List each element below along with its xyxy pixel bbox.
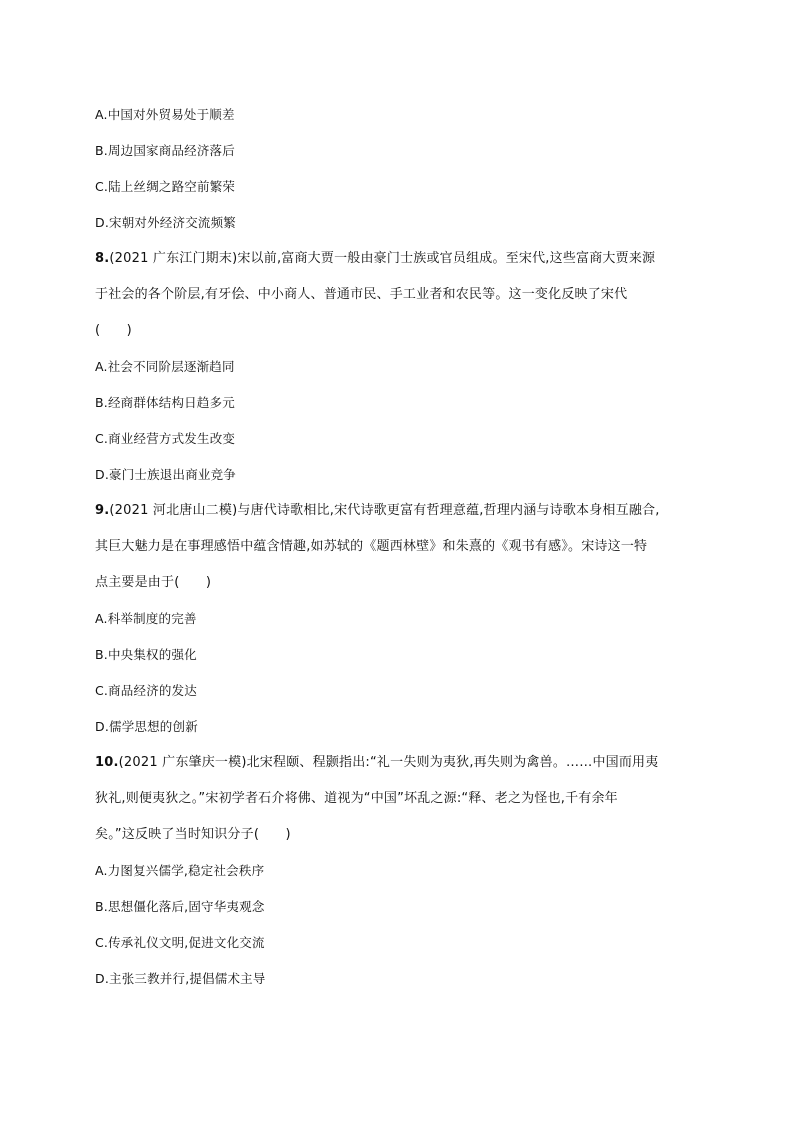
- q9-stem-line-2: 其巨大魅力是在事理感悟中蕴含情趣,如苏轼的《题西林壁》和朱熹的《观书有感》。宋诗这一特: [95, 539, 648, 554]
- q8-option-b: B.经商群体结构日趋多元: [95, 395, 235, 410]
- q7-option-c: C.陆上丝绸之路空前繁荣: [95, 179, 236, 194]
- q8-stem-text-1: (2021 广东江门期末)宋以前,富商大贾一般由豪门士族或官员组成。至宋代,这些富商大贾来源: [109, 251, 656, 266]
- q9-option-a: A.科举制度的完善: [95, 611, 197, 626]
- q10-stem-line-2: 狄礼,则便夷狄之。”宋初学者石介将佛、道视为“中国”坏乱之源:“释、老之为怪也,千有余年: [95, 791, 618, 806]
- q10-number: 10.: [95, 755, 119, 770]
- q10-stem-line-1: [95, 754, 715, 772]
- q10-stem-line-3: 矣。”这反映了当时知识分子( ): [95, 827, 291, 842]
- q9-stem-line-1: [95, 502, 715, 520]
- q10-stem-text-1: (2021 广东肇庆一模)北宋程颐、程颢指出:“礼一失则为夷狄,再失则为禽兽。……中国而用夷: [118, 755, 659, 770]
- q8-answer-blank: ( ): [95, 323, 132, 338]
- q10-option-c: C.传承礼仪文明,促进文化交流: [95, 935, 265, 950]
- q8-stem-line-2: 于社会的各个阶层,有牙侩、中小商人、普通市民、手工业者和农民等。这一变化反映了宋代: [95, 287, 628, 302]
- q9-stem-text-1: (2021 河北唐山二模)与唐代诗歌相比,宋代诗歌更富有哲理意蕴,哲理内涵与诗歌本身相互融合,: [109, 503, 660, 518]
- q10-option-d: D.主张三教并行,提倡儒术主导: [95, 971, 266, 986]
- q10-option-b: B.思想僵化落后,固守华夷观念: [95, 899, 265, 914]
- q8-number: 8.: [95, 251, 110, 266]
- q9-option-c: C.商品经济的发达: [95, 683, 198, 698]
- q10-option-a: A.力图复兴儒学,稳定社会秩序: [95, 863, 265, 878]
- q7-option-a: A.中国对外贸易处于顺差: [95, 107, 235, 122]
- q7-option-b: B.周边国家商品经济落后: [95, 143, 235, 158]
- q9-option-b: B.中央集权的强化: [95, 647, 197, 662]
- q8-option-c: C.商业经营方式发生改变: [95, 431, 236, 446]
- q8-option-a: A.社会不同阶层逐渐趋同: [95, 359, 235, 374]
- q8-option-d: D.豪门士族退出商业竞争: [95, 467, 236, 482]
- q9-option-d: D.儒学思想的创新: [95, 719, 198, 734]
- q9-stem-line-3: 点主要是由于( ): [95, 575, 212, 590]
- q7-option-d: D.宋朝对外经济交流频繁: [95, 215, 236, 230]
- q8-stem-line-1: [95, 250, 715, 268]
- q9-number: 9.: [95, 503, 110, 518]
